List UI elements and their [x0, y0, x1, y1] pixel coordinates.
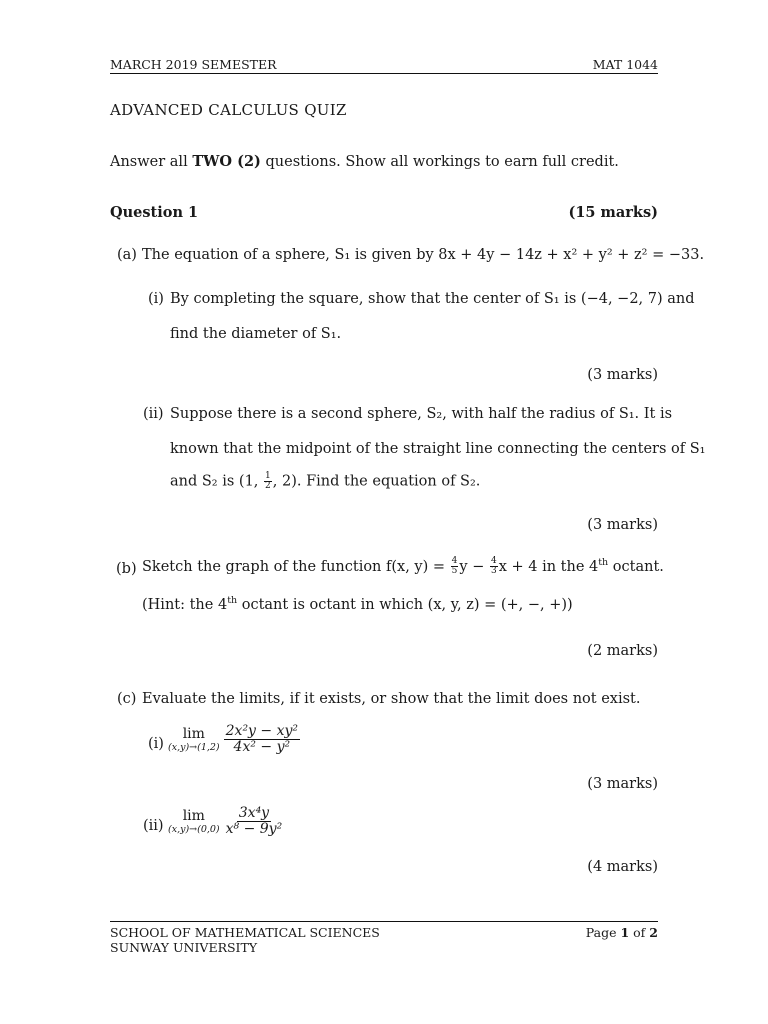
- page-of-word: of: [629, 925, 650, 940]
- superscript-th: th: [598, 557, 609, 568]
- part-b-label: (b): [116, 561, 137, 577]
- part-c-i-marks: (3 marks): [587, 776, 658, 792]
- part-a-i-line2: find the diameter of S₁.: [170, 326, 342, 342]
- part-a-label: (a): [117, 247, 137, 263]
- part-b-text: [142, 557, 664, 576]
- limit-numerator-2: 3x⁴y: [238, 805, 270, 821]
- quiz-title: ADVANCED CALCULUS QUIZ: [110, 101, 347, 119]
- instructions: [110, 153, 619, 170]
- part-a-ii-line3-b: , 2). Find the equation of S₂.: [272, 473, 481, 490]
- half-fraction: [264, 472, 272, 491]
- page-word: Page: [585, 925, 621, 940]
- part-a-i-label: (i): [148, 291, 164, 307]
- part-c-i-label: (i): [148, 736, 164, 752]
- limit-expression-1: [168, 724, 300, 754]
- hint-superscript-th: th: [227, 595, 238, 606]
- frac-4-5: [451, 557, 459, 576]
- lim-subscript-2: (x,y)→(0,0): [168, 823, 220, 835]
- question-1-label: Question 1: [110, 204, 199, 221]
- limit-denominator-1: 4x² − y²: [233, 738, 291, 755]
- part-b-text-a: Sketch the graph of the function f(x, y) =: [142, 558, 450, 575]
- header-rule: [110, 73, 658, 74]
- instructions-after: questions. Show all workings to earn full credit.: [260, 154, 619, 170]
- half-denominator: 2: [265, 481, 271, 491]
- limit-expression-2: [168, 806, 284, 836]
- footer-school: SCHOOL OF MATHEMATICAL SCIENCES: [110, 925, 380, 940]
- frac-4-3-den: 3: [490, 566, 497, 577]
- page-total: 2: [649, 925, 658, 940]
- part-b-text-d: octant.: [608, 558, 664, 575]
- part-b-hint-b: octant is octant in which (x, y, z) = (+, −, +)): [237, 596, 573, 613]
- part-a-ii-marks: (3 marks): [587, 517, 658, 533]
- limit-denominator-2: x⁸ − 9y²: [225, 820, 283, 837]
- part-a-ii-line1: Suppose there is a second sphere, S₂, with half the radius of S₁. It is: [170, 406, 673, 422]
- part-a-i-marks: (3 marks): [587, 367, 658, 383]
- instructions-before: Answer all: [110, 154, 193, 170]
- part-a-i-line1: By completing the square, show that the center of S₁ is (−4, −2, 7) and: [170, 291, 695, 307]
- part-a-ii-line3-a: and S₂ is (1,: [170, 473, 264, 490]
- footer-rule: [110, 921, 658, 922]
- part-a-ii-label: (ii): [143, 406, 164, 422]
- part-a-ii-line3: [170, 472, 480, 491]
- part-c-text: Evaluate the limits, if it exists, or show that the limit does not exist.: [142, 691, 641, 707]
- question-1-marks: (15 marks): [568, 204, 658, 221]
- frac-4-5-num: 4: [451, 556, 458, 567]
- limit-numerator-1: 2x²y − xy²: [225, 723, 299, 739]
- frac-4-3-num: 4: [490, 556, 497, 567]
- part-b-marks: (2 marks): [587, 643, 658, 659]
- limit-fraction-1: [224, 724, 300, 754]
- header-course-code: MAT 1044: [592, 57, 658, 72]
- part-b-hint-a: (Hint: the 4: [142, 596, 228, 613]
- limit-operator-2: [168, 808, 220, 835]
- lim-subscript-1: (x,y)→(1,2): [168, 741, 220, 753]
- instructions-bold: TWO (2): [192, 153, 261, 170]
- half-numerator: 1: [265, 471, 271, 481]
- part-b-hint: [142, 595, 573, 613]
- part-c-ii-label: (ii): [143, 818, 164, 834]
- header-semester: MARCH 2019 SEMESTER: [110, 57, 277, 72]
- limit-fraction-2: [224, 806, 285, 836]
- page-current: 1: [620, 925, 630, 940]
- part-c-ii-marks: (4 marks): [587, 859, 658, 875]
- lim-text-1: lim: [182, 725, 205, 742]
- part-a-ii-line2: known that the midpoint of the straight line connecting the centers of S₁: [170, 441, 706, 457]
- frac-4-5-den: 5: [451, 566, 458, 577]
- part-a-text: The equation of a sphere, S₁ is given by 8x + 4y − 14z + x² + y² + z² = −33.: [142, 247, 705, 263]
- lim-text-2: lim: [182, 807, 205, 824]
- frac-4-3: [490, 557, 498, 576]
- part-b-text-b: y −: [459, 558, 489, 575]
- footer-university: SUNWAY UNIVERSITY: [110, 940, 258, 955]
- limit-operator-1: [168, 726, 220, 753]
- part-b-text-c: x + 4 in the 4: [498, 558, 599, 575]
- part-c-label: (c): [117, 691, 137, 707]
- page-number: [586, 925, 658, 940]
